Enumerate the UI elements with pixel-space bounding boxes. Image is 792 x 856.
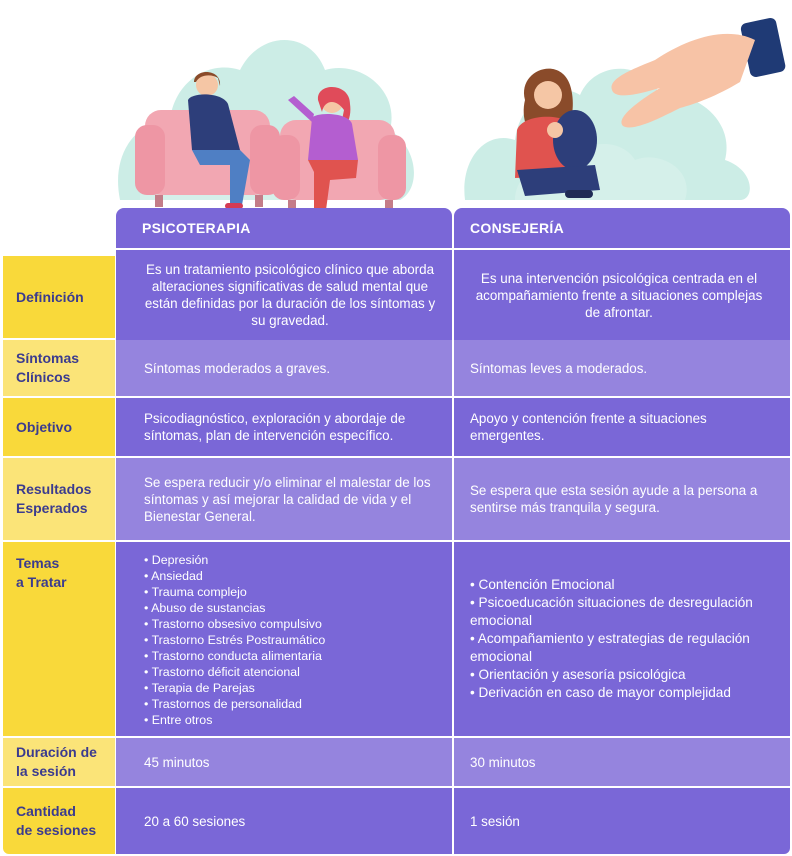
cell-text: Se espera reducir y/o eliminar el malestar de los síntomas y así mejorar la calidad de vida y el Bienestar General. <box>144 474 431 524</box>
list-item: • Terapia de Parejas <box>144 680 325 696</box>
cell-text: Psicodiagnóstico, exploración y abordaje de síntomas, plan de intervención específico. <box>144 411 406 443</box>
cell-text: 45 minutos <box>144 754 210 770</box>
counseling-illustration <box>455 0 792 222</box>
cell-psico-definicion <box>116 250 452 340</box>
cell-psico-sintomas <box>116 340 452 396</box>
therapy-session-illustration <box>100 0 430 222</box>
cell-conse-temas <box>454 542 790 736</box>
list-item: • Trastorno obsesivo compulsivo <box>144 616 325 632</box>
list-item: • Trauma complejo <box>144 584 325 600</box>
list-item: • Trastorno conducta alimentaria <box>144 648 325 664</box>
column-header-consejeria: CONSEJERÍA <box>454 208 790 248</box>
list-item: • Acompañamiento y estrategias de regulación emocional <box>470 630 768 666</box>
list-item: • Trastornos de personalidad <box>144 696 325 712</box>
cell-conse-objetivo <box>454 398 790 456</box>
cell-text: 20 a 60 sesiones <box>144 813 246 829</box>
column-header-psicoterapia: PSICOTERAPIA <box>116 208 452 248</box>
psico-topics-list <box>144 552 325 728</box>
row-label-objetivo: Objetivo <box>3 398 115 456</box>
cell-text: Síntomas moderados a graves. <box>144 360 331 376</box>
cell-text: Se espera que esta sesión ayude a la persona a sentirse más tranquila y segura. <box>470 483 758 515</box>
list-item: • Trastorno déficit atencional <box>144 664 325 680</box>
list-item: • Entre otros <box>144 712 325 728</box>
cell-psico-objetivo <box>116 398 452 456</box>
cell-psico-cantidad <box>116 788 452 854</box>
list-item: • Psicoeducación situaciones de desregulación emocional <box>470 594 768 630</box>
cell-psico-duracion <box>116 738 452 786</box>
cell-conse-sintomas <box>454 340 790 396</box>
list-item: • Orientación y asesoría psicológica <box>470 666 768 684</box>
cell-conse-duracion <box>454 738 790 786</box>
cell-text: 1 sesión <box>470 813 520 829</box>
row-label-sintomas: Síntomas Clínicos <box>3 340 115 396</box>
list-item: • Abuso de sustancias <box>144 600 325 616</box>
list-item: • Contención Emocional <box>470 576 768 594</box>
cell-conse-resultados <box>454 458 790 540</box>
row-label-temas: Temas a Tratar <box>3 542 115 736</box>
row-label-duracion: Duración de la sesión <box>3 738 115 786</box>
cell-conse-definicion <box>454 250 790 340</box>
row-label-resultados: Resultados Esperados <box>3 458 115 540</box>
list-item: • Ansiedad <box>144 568 325 584</box>
row-label-cantidad: Cantidad de sesiones <box>3 788 115 854</box>
cell-text: Síntomas leves a moderados. <box>470 360 648 376</box>
list-item: • Derivación en caso de mayor complejidad <box>470 684 768 702</box>
cell-psico-resultados <box>116 458 452 540</box>
cell-conse-cantidad <box>454 788 790 854</box>
cell-text: Apoyo y contención frente a situaciones emergentes. <box>470 411 707 443</box>
row-label-definicion: Definición <box>3 256 115 338</box>
list-item: • Trastorno Estrés Postraumático <box>144 632 325 648</box>
list-item: • Depresión <box>144 552 325 568</box>
conse-topics-list <box>470 576 768 702</box>
cell-text: Es un tratamiento psicológico clínico que aborda alteraciones significativas de salud mental que están definidas por la duración de los síntomas y su gravedad. <box>144 262 436 328</box>
cell-text: 30 minutos <box>470 754 536 770</box>
cell-psico-temas <box>116 542 452 736</box>
cell-text: Es una intervención psicológica centrada en el acompañamiento frente a situaciones complejas de afrontar. <box>475 270 763 320</box>
